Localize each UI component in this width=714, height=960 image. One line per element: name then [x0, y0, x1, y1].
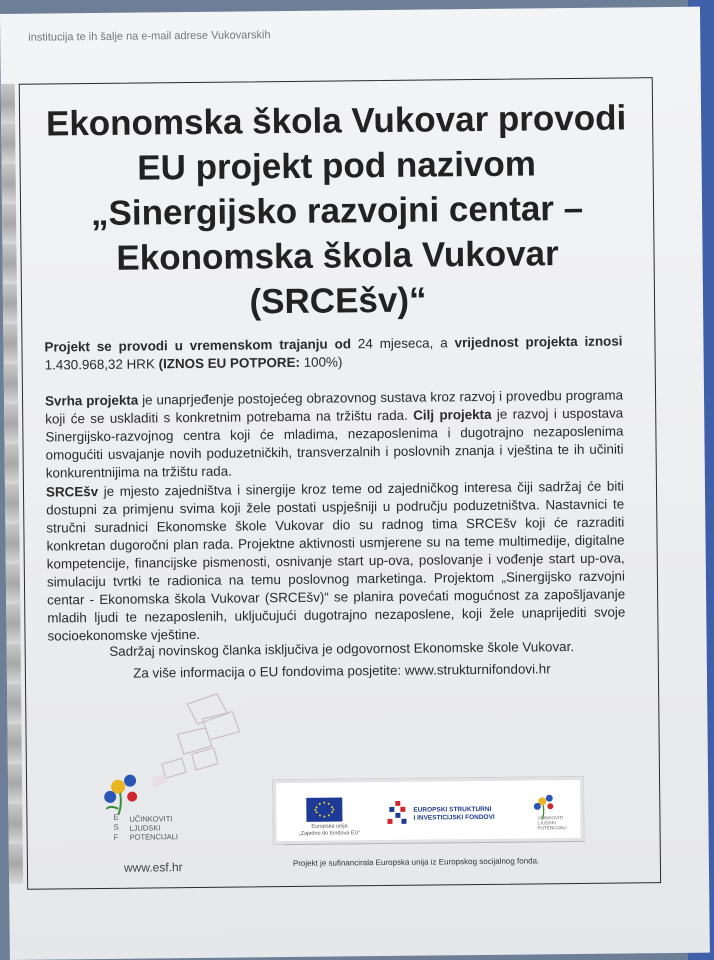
more-info-text: Za više informacija o EU fondovima posjetite: www.strukturnifondovi.hr [133, 661, 551, 681]
header-snippet: institucija te ih šalje na e-mail adrese Vukovarskih [28, 29, 271, 44]
page-title: Ekonomska škola Vukovar provodi EU projekt pod nazivom „Sinergijsko razvojni centar – Ekonomska škola Vukovar (SRCEšv)“ [45, 98, 627, 322]
paragraph-duration: Projekt se provodi u vremenskom trajanju od 24 mjeseca, a vrijednost projekta iznosi 1.430.968,32 HRK (IZNOS EU POTPORE: 100%) [44, 333, 623, 373]
eu-caption: Europska unija „Zajedno do fondova EU“ [298, 823, 361, 837]
newspaper-page [0, 7, 710, 960]
esf-letters: E S F [113, 812, 119, 842]
esf-url: www.esf.hr [123, 860, 183, 875]
esf-caption: UČINKOVITI LJUDSKI POTENCIJALI [129, 814, 179, 842]
paragraph-srcesv: SRCEšv je mjesto zajedništva i sinergije kroz teme od zajedničkog interesa čiji sadržaj će biti dostupni za primjenu svima koji žele postati uspješniji u području poduzetništva. Nastavnici te stručni suradnici Ekonomske škole Vukovar dio su radnog tima SRCEšv koji će razraditi konkretan dugoročni plan rada. Projektne aktivnosti usmjerene su na teme multimedije, digitalne kompetencije, financijske pismenosti, osnivanje start up-ova, poslovanje i vođenje start up-ova, simulaciju tvrtki te radionica na temu poslovnog marketinga. Projektom „Sinergijsko razvojni centar - Ekonomska škola Vukovar (SRCEšv)“ se planira povećati mogućnost za zapošljavanje mladih ljudi te nezaposlenih, uključujući dugotrajno nezaposlene, koji žele unaprijediti svoje socioekonomske vještine. [45, 478, 626, 644]
esif-squares-icon [387, 801, 409, 827]
esif-logo [387, 800, 517, 831]
esf-flower-logo [96, 769, 147, 820]
logo-strip [272, 776, 585, 845]
eu-stars-icon [306, 797, 342, 821]
decorative-cubes-graphic [147, 683, 258, 794]
cofunding-note: Projekt je sufinancirala Europska unija iz Europskog socijalnog fonda. [292, 856, 540, 868]
esf-small-caption: UČINKOVITI LJUDSKI POTENCIJALI [537, 815, 567, 831]
disclaimer-text: Sadržaj novinskog članka isključiva je odgovornost Ekonomske škole Vukovar. [109, 639, 575, 659]
eu-flag-icon [306, 797, 342, 821]
paragraph-purpose: Svrha projekta je unaprjeđenje postojećeg obrazovnog sustava kroz razvoj i provedbu programa koji će se uskladiti s konkretnim potrebama na tržištu rada. Cilj projekta je razvoj i uspostava Sinergijsko-razvojnog centra koji će mladima, nezaposlenima i dugotrajno nezaposlenima omogućiti usvajanje novih poduzetničkih, transverzalnih i poslovnih znanja i vještina te ih učiniti konkurentnijima na tržištu rada. [44, 387, 624, 481]
esif-text: EUROPSKI STRUKTURNI I INVESTICIJSKI FONDOVI [413, 805, 495, 822]
